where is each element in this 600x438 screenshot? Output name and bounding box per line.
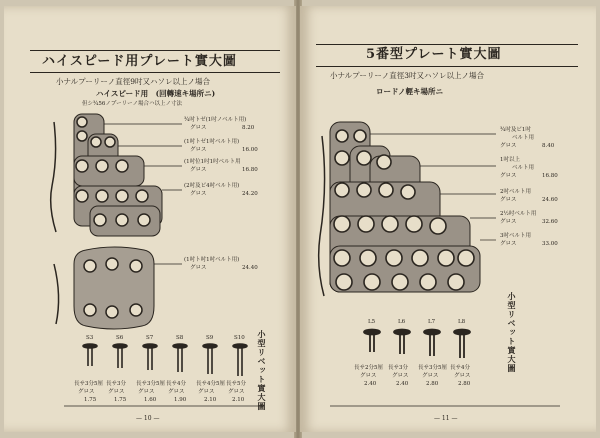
no5-label-4-line1: 2½吋ベルト用 [500,211,537,217]
rivet-spec-price: 1.60 [144,397,157,403]
plate-label-5-line1: (1吋ト吋1吋ベルト用) [184,257,240,263]
plate-label-4-line1: (2吋及ビ4吋ベルト用) [184,183,240,189]
left-subtitle-1: 小ナルプーリーノ直徑9吋又ハソレ以上ノ場合 [56,77,211,86]
rivet-code: L5 [368,319,376,325]
plate-label-2-line1: (1吋トゼ1吋ベルト用) [184,139,240,145]
no5-label-2-unit: グロス [500,173,517,179]
rivet-spec-unit: グロス [228,389,245,395]
rivet-spec-price: 2.40 [396,381,409,387]
high-speed-plate-drawing [4,6,296,432]
rivet-spec-unit: グロス [360,373,377,379]
rivet-spec-length: 長サ4分 [450,365,470,371]
no5-label-5-unit: グロス [500,241,517,247]
plate-label-2-price: 16.00 [242,147,258,153]
rivet-spec-length: 長サ3分5厘 [74,381,103,387]
rivet-spec-price: 2.80 [426,381,439,387]
rivet-spec-unit: グロス [138,389,155,395]
rivet-spec-length: 長サ3分 [106,381,126,387]
plate-label-3-line1: (1吋位1吋1吋ベルト用 [184,159,241,165]
rivet-spec-length: 長サ3分 [388,365,408,371]
plate-label-1-price: 8.20 [242,125,255,131]
rivet-spec-unit: グロス [422,373,439,379]
right-subtitle-2: ロードノ輕キ場所ニ [376,87,444,96]
no5-label-3-line1: 2吋ベルト用 [500,189,531,195]
rivet-spec-length: 長サ3分5厘 [136,381,165,387]
rivet-code: S8 [176,335,184,341]
rivet-code: L7 [428,319,436,325]
plate-label-4-price: 24.20 [242,191,258,197]
right-subtitle-1: 小ナルプーリーノ直徑3吋又ハソレ以上ノ場合 [330,71,485,80]
rivet-spec-price: 2.40 [364,381,377,387]
plate-label-1-unit: グロス [190,125,207,131]
plate-label-3-unit: グロス [190,167,207,173]
no5-label-3-unit: グロス [500,197,517,203]
no5-label-1-line2: ベルト用 [512,135,535,141]
rivet-spec-length: 長サ3分5厘 [418,365,447,371]
no5-label-3-price: 24.60 [542,197,558,203]
plate-label-5-price: 24.40 [242,265,258,271]
left-subtitle-3: 但シ¾56ノプーリーノ場合ハ以上ノ寸法 [82,101,183,107]
right-rivet-title: 小型リベット實大圖 [507,292,517,373]
no5-label-5-line1: 3吋ベルト用 [500,233,531,239]
left-page [4,6,296,432]
rivet-spec-unit: グロス [392,373,409,379]
right-page [300,6,596,432]
plate-label-1-line1: ¾吋トゼ(1吋ノベルト用) [184,117,247,123]
plate-label-4-unit: グロス [190,191,207,197]
right-page-number: — 11 — [434,415,458,422]
rivet-spec-price: 2.10 [204,397,217,403]
rivet-spec-unit: グロス [168,389,185,395]
rivet-spec-price: 2.10 [232,397,245,403]
rivet-spec-unit: グロス [454,373,471,379]
rivet-code: S9 [206,335,214,341]
no5-label-2-price: 16.80 [542,173,558,179]
rivet-code: L6 [398,319,406,325]
rivet-spec-price: 1.75 [84,397,97,403]
no5-label-5-price: 33.00 [542,241,558,247]
no5-label-1-price: 8.40 [542,143,555,149]
no5-label-2-line1: 1吋以上 [500,157,520,163]
rivet-spec-length: 長サ2分5厘 [354,365,383,371]
plate-label-2-unit: グロス [190,147,207,153]
rivet-spec-unit: グロス [198,389,215,395]
rivet-spec-length: 長サ5分 [226,381,246,387]
rivet-spec-price: 1.90 [174,397,187,403]
rivet-spec-price: 1.75 [114,397,127,403]
rivet-spec-length: 長サ4分5厘 [196,381,225,387]
plate-label-5-unit: グロス [190,265,207,271]
rivet-spec-length: 長サ4分 [166,381,186,387]
left-page-title: ハイスピード用プレート實大圖 [42,54,237,69]
rivet-spec-unit: グロス [108,389,125,395]
rivet-code: S6 [116,335,124,341]
rivet-code: S3 [86,335,94,341]
rivet-spec-price: 2.80 [458,381,471,387]
rivet-code: S10 [234,335,245,341]
rivet-spec-unit: グロス [78,389,95,395]
plate-label-3-price: 16.80 [242,167,258,173]
rivet-code: L8 [458,319,466,325]
no5-label-2-line2: ベルト用 [512,165,535,171]
right-page-title: 5番型プレート實大圖 [366,47,502,62]
no5-label-4-price: 32.60 [542,219,558,225]
no5-label-1-line1: ¾吋及ビ1吋 [500,127,531,133]
no5-label-4-unit: グロス [500,219,517,225]
left-rivet-title: 小型リベット實大圖 [257,330,267,411]
left-page-number: — 10 — [136,415,160,422]
rivet-code: S7 [146,335,154,341]
no5-label-1-unit: グロス [500,143,517,149]
left-subtitle-2: ハイスピード用 (回轉速キ場所ニ) [96,89,216,98]
